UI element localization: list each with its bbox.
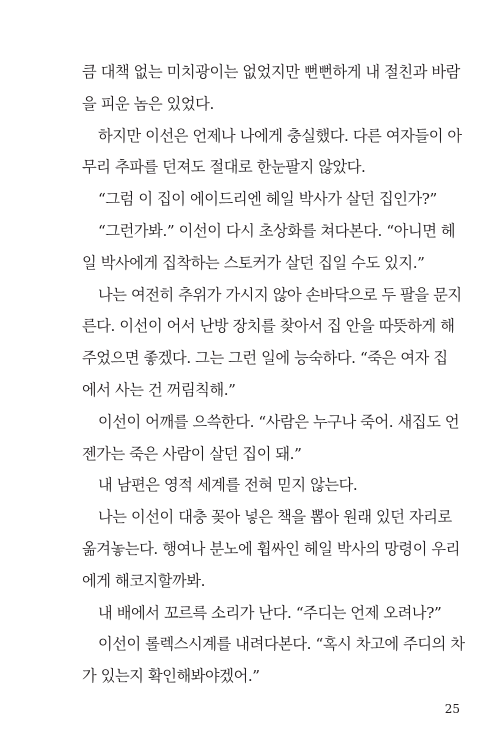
- page-number: 25: [444, 702, 460, 716]
- text-line: 른다. 이선이 어서 난방 장치를 찾아서 집 안을 따뜻하게 해: [82, 317, 455, 336]
- text-line: 무리 추파를 던져도 절대로 한눈팔지 않았다.: [82, 158, 366, 177]
- text-line: 이선이 롤렉스시계를 내려다본다. “혹시 차고에 주디의 차: [98, 635, 465, 654]
- text-line: 나는 여전히 추위가 가시지 않아 손바닥으로 두 팔을 문지: [98, 285, 462, 304]
- text-line: 내 배에서 꼬르륵 소리가 난다. “주디는 언제 오려나?”: [98, 603, 442, 622]
- text-line: 에게 해코지할까봐.: [82, 571, 206, 590]
- text-line: 내 남편은 영적 세계를 전혀 믿지 않는다.: [98, 476, 358, 495]
- text-line: 주었으면 좋겠다. 그는 그런 일에 능숙하다. “죽은 여자 집: [82, 349, 448, 368]
- text-line: 젠가는 죽은 사람이 살던 집이 돼.”: [82, 444, 302, 463]
- text-line: 가 있는지 확인해봐야겠어.”: [82, 667, 260, 686]
- text-line: 을 피운 놈은 있었다.: [82, 94, 214, 113]
- text-line: 일 박사에게 집착하는 스토커가 살던 집일 수도 있지.”: [82, 253, 425, 272]
- text-line: 나는 이선이 대충 꽂아 넣은 책을 뽑아 원래 있던 자리로: [98, 508, 452, 527]
- text-line: 큼 대책 없는 미치광이는 없었지만 뻔뻔하게 내 절친과 바람: [82, 63, 460, 81]
- body-text: [82, 57, 465, 693]
- text-line: 이선이 어깨를 으쓱한다. “사람은 누구나 죽어. 새집도 언: [98, 412, 460, 431]
- text-line: “그런가봐.” 이선이 다시 초상화를 쳐다본다. “아니면 헤: [98, 221, 456, 240]
- text-line: “그럼 이 집이 에이드리엔 헤일 박사가 살던 집인가?”: [98, 190, 437, 209]
- text-line: 하지만 이선은 언제나 나에게 충실했다. 다른 여자들이 아: [98, 126, 462, 145]
- text-line: 옮겨놓는다. 행여나 분노에 휩싸인 헤일 박사의 망령이 우리: [82, 539, 460, 558]
- text-line: 에서 사는 건 꺼림칙해.”: [82, 380, 236, 399]
